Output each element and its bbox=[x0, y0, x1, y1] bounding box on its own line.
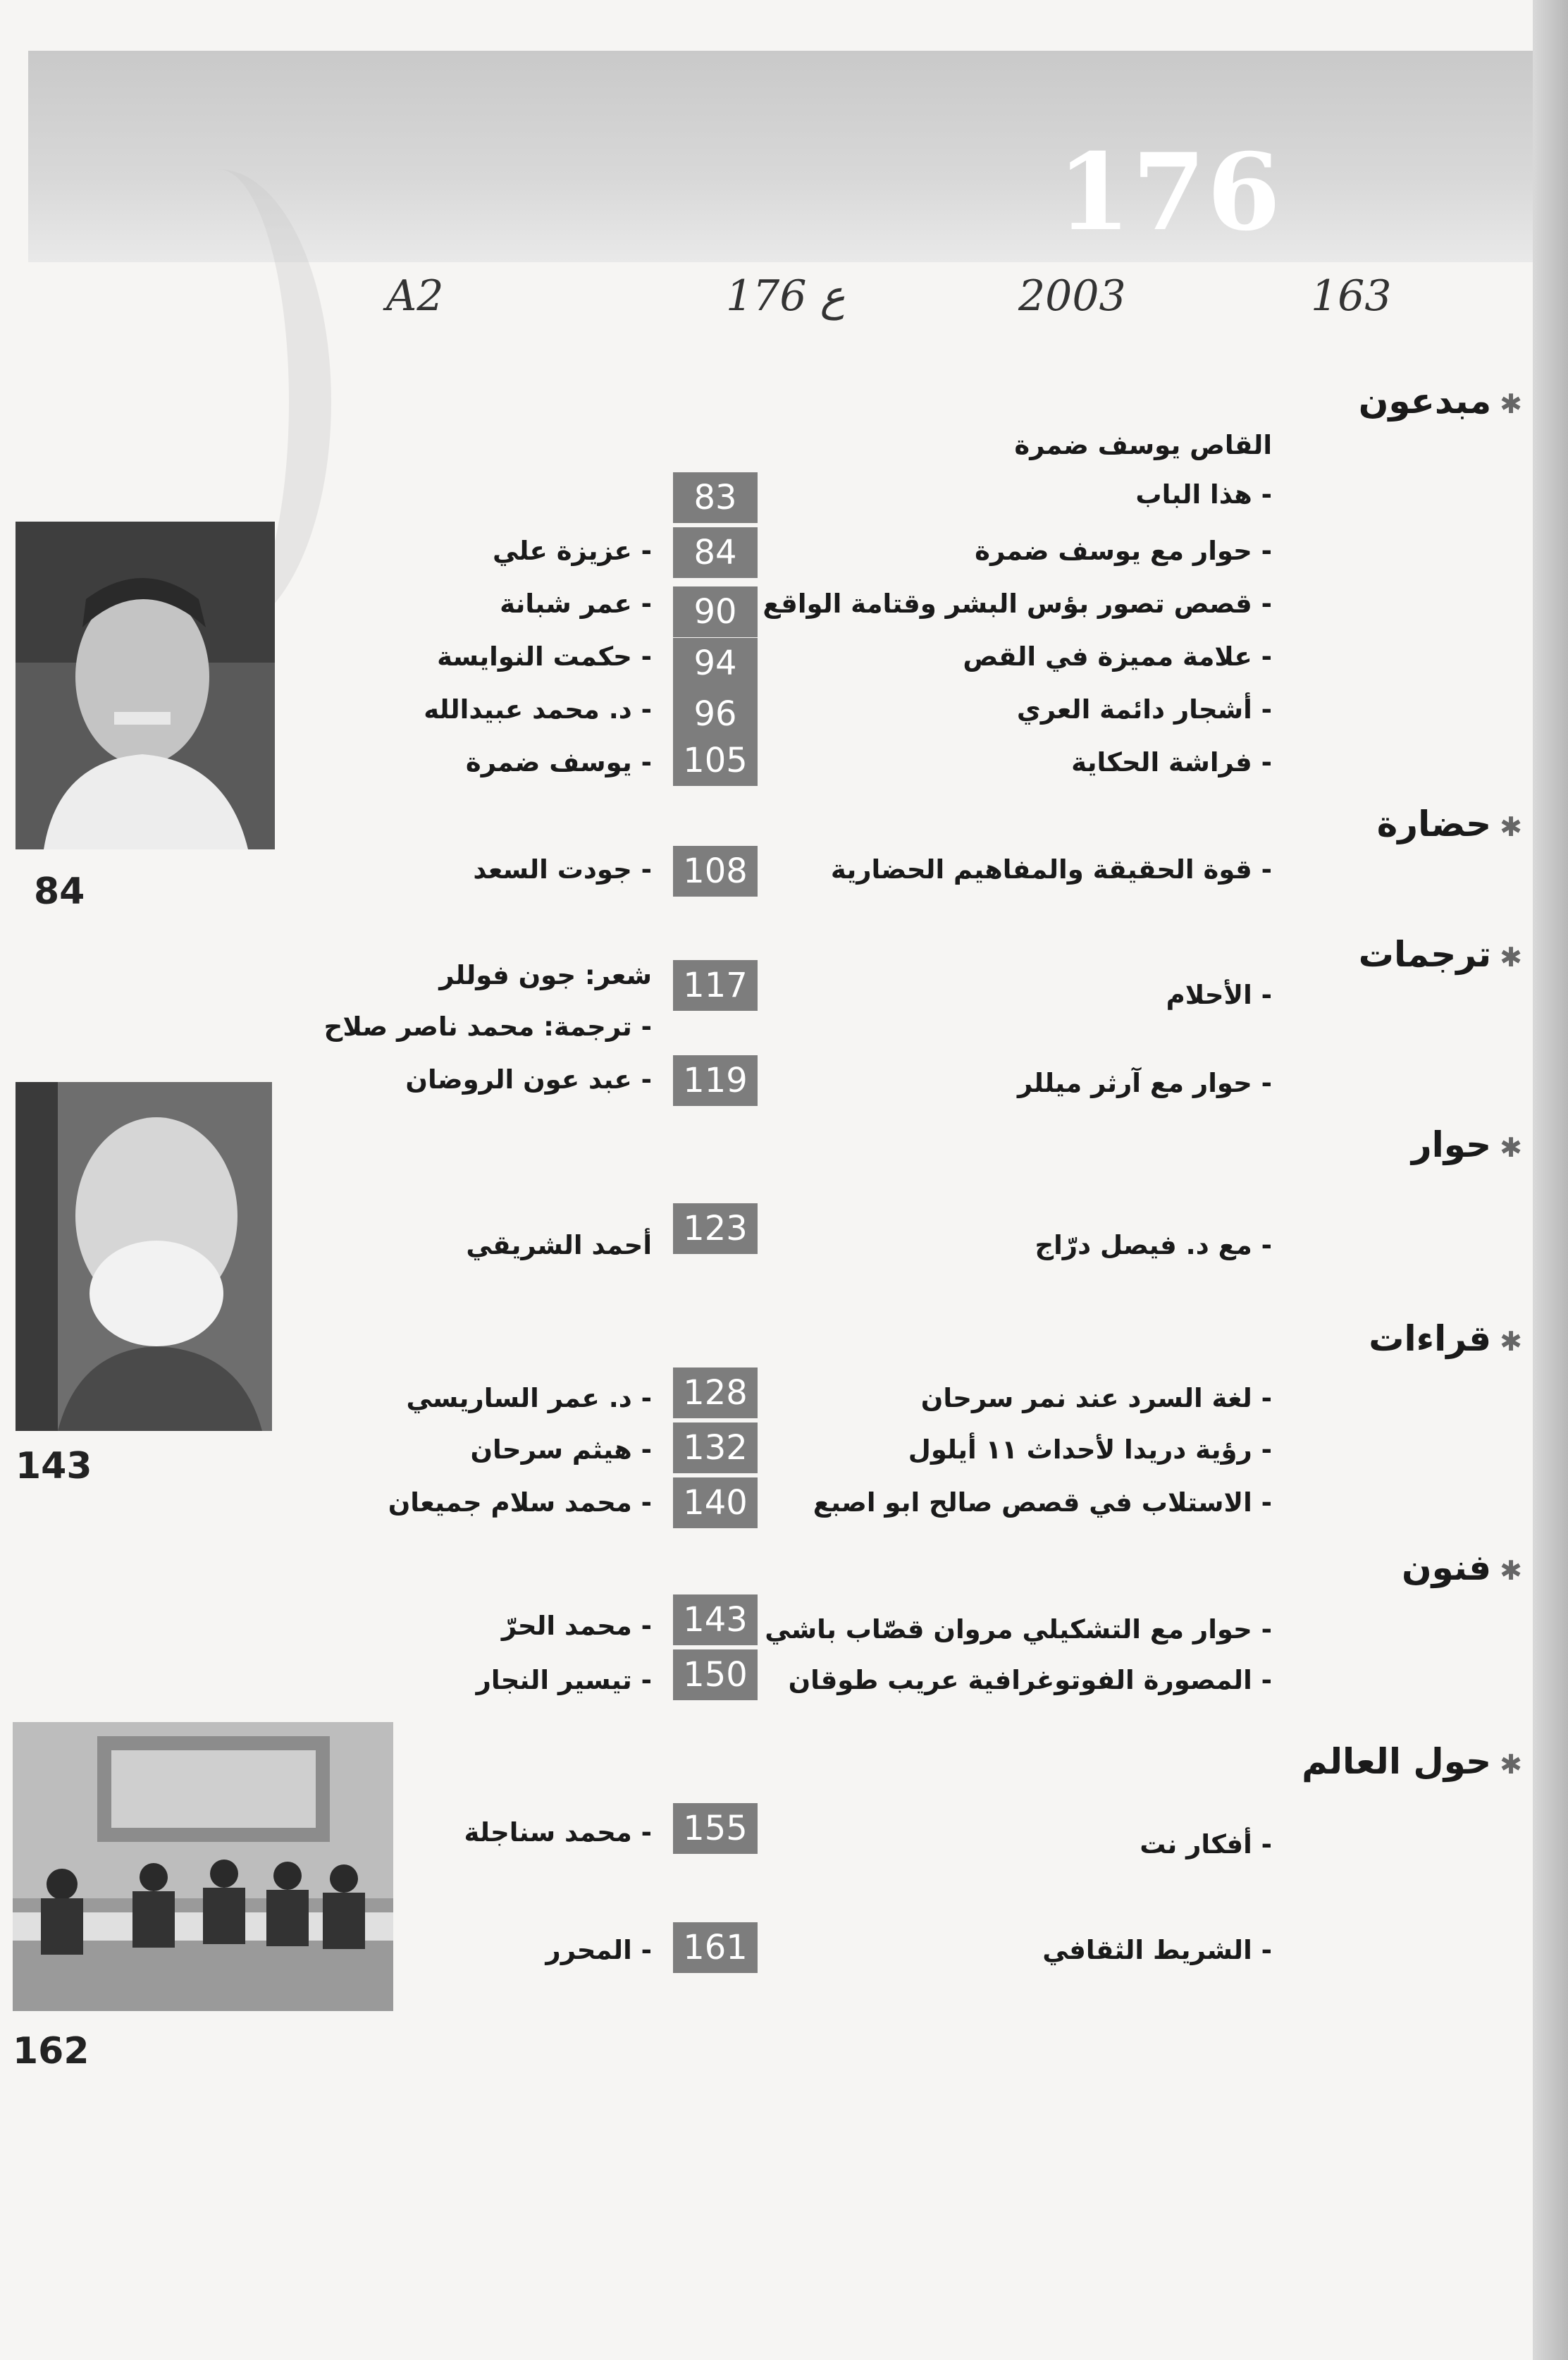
photo-caption-2: 143 bbox=[16, 1445, 92, 1487]
entry-author: شعر: جون فوللر bbox=[439, 960, 652, 990]
star-icon: ✱ bbox=[1500, 811, 1522, 842]
handwritten-note-2: 176 ع bbox=[726, 271, 846, 321]
conference-photo bbox=[13, 1722, 393, 2011]
portrait-illustration-2 bbox=[16, 1082, 272, 1431]
entry-title: - فراشة الحكاية bbox=[1071, 747, 1272, 778]
section-title-interview: ✱حوار bbox=[1411, 1124, 1522, 1165]
section-title-civilization: ✱حضارة bbox=[1376, 804, 1522, 844]
star-icon: ✱ bbox=[1500, 1326, 1522, 1357]
entry-author: - عبد عون الروضان bbox=[405, 1064, 652, 1095]
entry-author: - د. عمر الساريسي bbox=[406, 1383, 652, 1413]
page-edge-shadow bbox=[1533, 0, 1568, 2360]
entry-title: - قوة الحقيقة والمفاهيم الحضارية bbox=[830, 854, 1272, 885]
page-number-box: 150 bbox=[673, 1649, 758, 1700]
photo-caption-1: 84 bbox=[34, 871, 85, 913]
entry-author: أحمد الشريقي bbox=[466, 1230, 652, 1260]
issue-number: 176 bbox=[1057, 130, 1283, 254]
entry-title: - أفكار نت bbox=[1140, 1829, 1272, 1860]
entry-author: - حكمت النوايسة bbox=[437, 641, 652, 672]
star-icon: ✱ bbox=[1500, 1749, 1522, 1780]
page-number-box: 96 bbox=[673, 689, 758, 739]
portrait-photo-2 bbox=[16, 1082, 272, 1431]
section-title-translations: ✱ترجمات bbox=[1358, 934, 1522, 975]
entry-title: - الأحلام bbox=[1166, 980, 1272, 1010]
entry-title: - الشريط الثقافي bbox=[1042, 1935, 1272, 1965]
section-title-creators: ✱مبدعون bbox=[1358, 381, 1522, 422]
conference-illustration bbox=[13, 1722, 393, 2011]
page-number-box: 119 bbox=[673, 1055, 758, 1106]
page-number-box: 140 bbox=[673, 1477, 758, 1528]
portrait-illustration-1 bbox=[16, 522, 275, 849]
page-number-box: 117 bbox=[673, 960, 758, 1011]
entry-title: - الاستلاب في قصص صالح ابو اصبع bbox=[813, 1487, 1272, 1518]
entry-author: - هيثم سرحان bbox=[470, 1434, 652, 1465]
page-number-box: 132 bbox=[673, 1422, 758, 1473]
entry-author: - يوسف ضمرة bbox=[465, 747, 652, 778]
entry-title: - حوار مع يوسف ضمرة bbox=[975, 536, 1272, 566]
entry-title: - حوار مع التشكيلي مروان قصّاب باشي bbox=[765, 1614, 1272, 1645]
page-number-box: 105 bbox=[673, 735, 758, 786]
entry-title: - قصص تصور بؤس البشر وقتامة الواقع bbox=[763, 589, 1272, 619]
star-icon: ✱ bbox=[1500, 1132, 1522, 1163]
entry-author: - د. محمد عبيدالله bbox=[424, 694, 652, 725]
page-number-box: 128 bbox=[673, 1368, 758, 1418]
entry-author: - عمر شبانة bbox=[500, 589, 652, 619]
page-number-box: 94 bbox=[673, 638, 758, 689]
star-icon: ✱ bbox=[1500, 1555, 1522, 1586]
star-icon: ✱ bbox=[1500, 942, 1522, 973]
page-number-box: 143 bbox=[673, 1594, 758, 1645]
section-title-readings: ✱قراءات bbox=[1369, 1318, 1522, 1359]
page-number-box: 155 bbox=[673, 1803, 758, 1854]
handwritten-note-3: 2003 bbox=[1018, 271, 1126, 321]
entry-title: - رؤية دريدا لأحداث ١١ أيلول bbox=[908, 1434, 1272, 1465]
entry-author: - المحرر bbox=[545, 1935, 652, 1965]
star-icon: ✱ bbox=[1500, 388, 1522, 419]
entry-title: - مع د. فيصل درّاج bbox=[1035, 1230, 1272, 1260]
entry-author: - ترجمة: محمد ناصر صلاح bbox=[323, 1012, 652, 1042]
page-number-box: 108 bbox=[673, 846, 758, 897]
entry-author: - محمد سناجلة bbox=[464, 1817, 652, 1848]
page-number-box: 90 bbox=[673, 586, 758, 637]
photo-caption-3: 162 bbox=[13, 2030, 89, 2072]
entry-title: - علامة مميزة في القص bbox=[963, 641, 1272, 672]
entry-author: - محمد سلام جميعان bbox=[388, 1487, 652, 1518]
entry-author: - جودت السعد bbox=[473, 854, 652, 885]
entry-title: - حوار مع آرثر ميللر bbox=[1017, 1068, 1272, 1098]
handwritten-note-4: 163 bbox=[1311, 271, 1392, 321]
section-subheading: القاص يوسف ضمرة bbox=[1014, 430, 1272, 460]
page-number-box: 84 bbox=[673, 527, 758, 578]
section-title-around-world: ✱حول العالم bbox=[1302, 1741, 1522, 1782]
entry-title: - لغة السرد عند نمر سرحان bbox=[920, 1383, 1272, 1413]
page-number-box: 161 bbox=[673, 1922, 758, 1973]
portrait-photo-1 bbox=[16, 522, 275, 849]
entry-author: - عزيزة علي bbox=[493, 536, 652, 566]
section-title-arts: ✱فنون bbox=[1401, 1547, 1522, 1588]
page-number-box: 123 bbox=[673, 1203, 758, 1254]
entry-author: - محمد الحرّ bbox=[501, 1611, 652, 1641]
entry-title: - المصورة الفوتوغرافية عريب طوقان bbox=[788, 1665, 1272, 1695]
entry-title: - أشجار دائمة العري bbox=[1016, 694, 1272, 725]
entry-title: - هذا الباب bbox=[1135, 479, 1272, 510]
page-number-box: 83 bbox=[673, 472, 758, 523]
handwritten-note-1: A2 bbox=[386, 271, 444, 321]
entry-author: - تيسير النجار bbox=[476, 1665, 652, 1695]
